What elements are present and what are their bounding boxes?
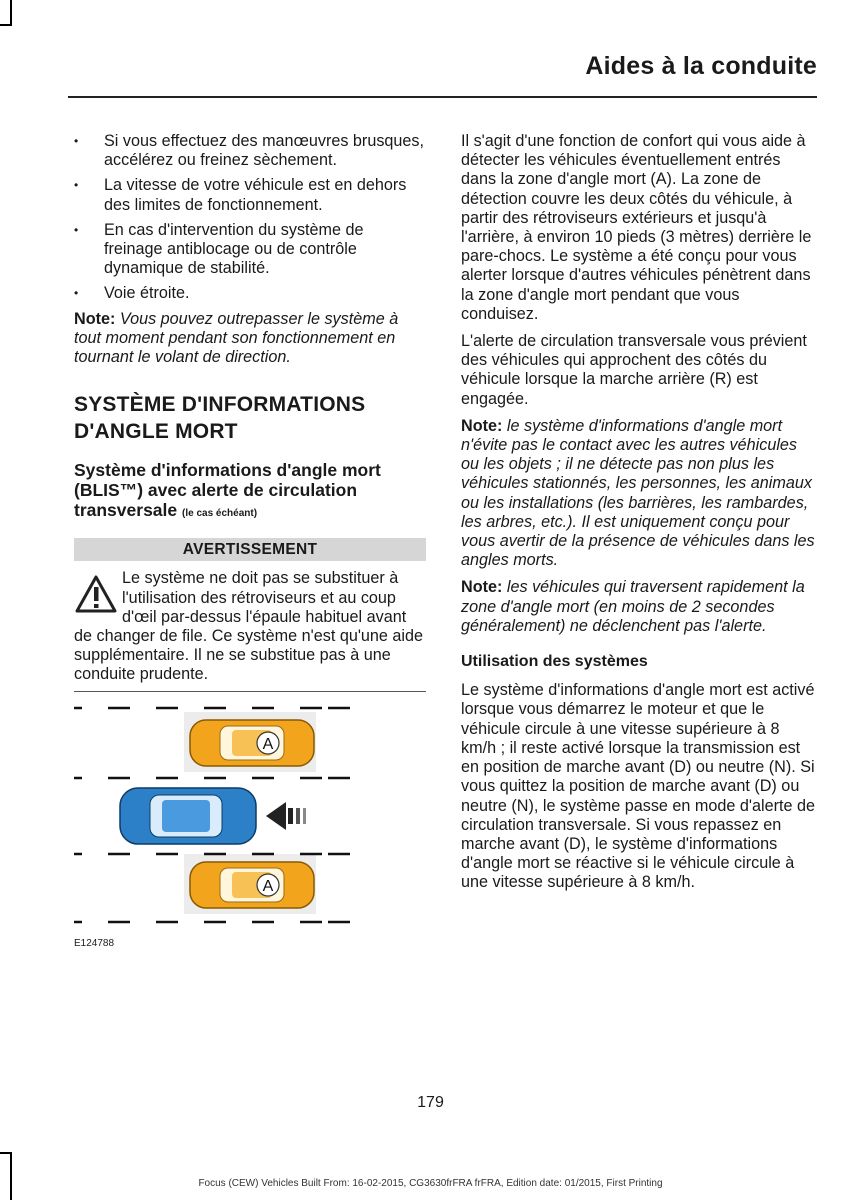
side-car-top	[190, 720, 314, 766]
figure-code: E124788	[74, 937, 115, 949]
crop-mark	[0, 24, 12, 26]
note-paragraph	[461, 417, 816, 571]
list-item: • En cas d'intervention du système de freinage antiblocage ou de contrôle dynamique de stabilité.	[74, 221, 426, 279]
warning-triangle-icon	[74, 573, 118, 617]
usage-heading: Utilisation des systèmes	[461, 653, 648, 671]
zone-label-a-top: A	[262, 735, 274, 753]
note-paragraph	[74, 310, 426, 368]
usage-paragraph: Le système d'informations d'angle mort est activé lorsque vous démarrez le moteur et que le véhicule circule à une vitesse supérieure à 8 km/h ; il reste activé lorsque la transmission est en position de marche avant (D) ou neutre (N). Si vous quittez la position de marche avant (D) ou neutre (N), le système passe en mode d'alerte de circulation transversale. Si vous repassez en marche avant (D), le système d'informations d'angle mort se réactive si le véhicule circule à une vitesse supérieure à 8 km/h.	[461, 681, 815, 892]
warning-text: Le système ne doit pas se substituer à l'utilisation des rétroviseurs et au coup d'œil par-dessus l'épaule habituel avant de changer de file. Ce système n'est qu'une aide supplémentaire. Il ne se substitue pas à une conduite prudente.	[74, 569, 424, 684]
lane-diagram-graphic	[74, 704, 374, 939]
cross-traffic-paragraph: L'alerte de circulation transversale vous prévient des véhicules qui approchent des côtés du véhicule lorsque la marche arrière (R) est engagée.	[461, 332, 807, 408]
note-label: Note:	[461, 416, 503, 435]
note-text: Vous pouvez outrepasser le système à tout moment pendant son fonctionnement en tournant le volant de direction.	[74, 309, 399, 367]
traffic-arrow	[266, 802, 306, 830]
crop-mark	[0, 1152, 12, 1154]
blind-spot-diagram	[74, 704, 374, 949]
footer-text: Focus (CEW) Vehicles Built From: 16-02-2015, CG3630frFRA frFRA, Edition date: 01/2015, First Printing	[198, 1178, 663, 1189]
main-car	[120, 788, 256, 844]
page-title: Aides à la conduite	[585, 52, 817, 80]
side-car-bottom	[190, 862, 314, 908]
note-label: Note:	[74, 309, 116, 328]
note-label: Note:	[461, 578, 503, 597]
warning-box	[74, 569, 426, 691]
note-text: les véhicules qui traversent rapidement la zone d'angle mort (en moins de 2 secondes généralement) ne déclenchent pas l'alerte.	[461, 578, 805, 635]
crop-mark	[10, 0, 12, 26]
crop-mark	[10, 1152, 12, 1200]
intro-paragraph: Il s'agit d'une fonction de confort qui vous aide à détecter les véhicules éventuellement entrés dans la zone d'angle mort (A). La zone de détection couvre les deux côtés du véhicule, à partir des rétroviseurs extérieurs et jusqu'à l'arrière, à environ 10 pieds (3 mètres) derrière le pare-chocs. Le système a été conçu pour vous alerter lorsque d'autres véhicules pénètrent dans la zone d'angle mort pendant que vous conduisez.	[461, 132, 812, 323]
page-number: 179	[417, 1094, 444, 1111]
note-text: le système d'informations d'angle mort n'évite pas le contact avec les autres véhicules ou les objets ; il ne détecte pas non plus les véhicules stationnés, les personnes, les animaux ou les installations (les barrières, les rambardes, les arbres, etc.). Il est uniquement conçu pour vous avertir de la présence de véhicules dans les angles morts.	[461, 416, 815, 570]
bullet-list	[74, 132, 426, 304]
warning-divider	[74, 691, 426, 692]
sub-heading-qualifier: (le cas échéant)	[182, 508, 258, 520]
list-item: • La vitesse de votre véhicule est en dehors des limites de fonctionnement.	[74, 176, 426, 214]
warning-title: AVERTISSEMENT	[74, 538, 426, 561]
section-heading: SYSTÈME D'INFORMATIONS D'ANGLE MORT	[74, 393, 366, 444]
left-column	[74, 132, 426, 949]
right-column	[461, 132, 816, 901]
sub-heading-text: Système d'informations d'angle mort (BLIS™) avec alerte de circulation transversale	[74, 460, 381, 521]
zone-label-a-bottom: A	[262, 877, 274, 895]
note-paragraph	[461, 578, 816, 636]
header-divider	[68, 96, 817, 98]
list-item: • Si vous effectuez des manœuvres brusques, accélérez ou freinez sèchement.	[74, 132, 426, 170]
sub-heading	[74, 460, 426, 524]
list-item: • Voie étroite.	[74, 284, 426, 303]
